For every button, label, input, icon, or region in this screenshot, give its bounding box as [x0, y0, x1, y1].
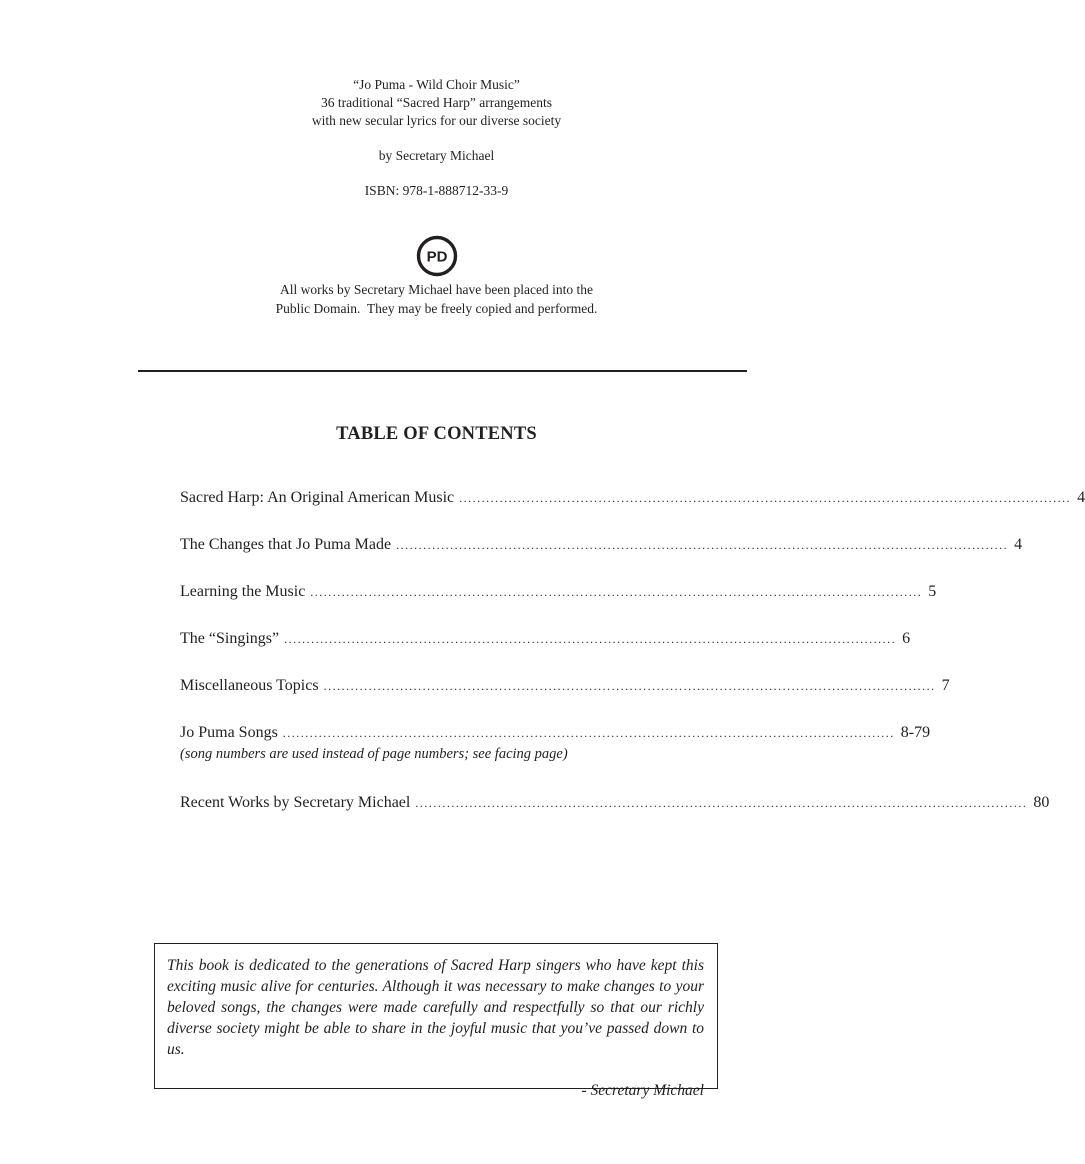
toc-entry-label: Recent Works by Secretary Michael — [180, 794, 411, 811]
book-subtitle: 36 traditional “Sacred Harp” arrangements — [321, 95, 552, 110]
toc-leader-dots: ........................................................................................................................................ — [310, 585, 923, 599]
pd-note-line-1: All works by Secretary Michael have been placed into the — [279, 282, 593, 297]
toc-entry-label: Miscellaneous Topics — [180, 677, 319, 694]
toc-entry-label: Sacred Harp: An Original American Music — [180, 489, 455, 506]
toc-entry-label: The Changes that Jo Puma Made — [180, 536, 392, 553]
toc-entry — [180, 580, 937, 627]
toc-entry — [180, 791, 1050, 838]
toc-entry-page: 8-79 — [900, 724, 931, 741]
toc-entry-page: 4 — [1077, 489, 1085, 506]
title-block — [0, 76, 873, 200]
dedication-signature: - Secretary Michael — [581, 1082, 704, 1099]
toc-entry-page: 5 — [928, 583, 937, 600]
isbn: ISBN: 978-1-888712-33-9 — [364, 183, 509, 198]
toc-leader-dots: ........................................................................................................................................ — [415, 796, 1028, 810]
toc-leader-dots: ........................................................................................................................................ — [284, 632, 897, 646]
toc-entry-page: 7 — [941, 677, 950, 694]
toc-entry-label: The “Singings” — [180, 630, 280, 647]
toc-entry-page: 6 — [902, 630, 911, 647]
toc-leader-dots: ........................................................................................................................................ — [396, 538, 1009, 552]
toc-entry — [180, 674, 950, 721]
toc-entry — [180, 627, 911, 674]
book-subtitle-2: with new secular lyrics for our diverse society — [311, 113, 562, 128]
toc-entry-page: 80 — [1033, 794, 1050, 811]
toc-entry — [180, 486, 1085, 533]
toc-entry-note: (song numbers are used instead of page numbers; see facing page) — [180, 746, 568, 762]
dedication-text: This book is dedicated to the generations of Sacred Harp singers who have kept this exciting music alive for centuries. Although it was necessary to make changes to your beloved songs, the changes were made carefully and respectfully so that our richly diverse society might be able to share in the joyful music that you’ve passed down to us. — [167, 957, 704, 1058]
toc-entry — [180, 533, 1023, 580]
table-of-contents — [180, 486, 1085, 838]
toc-entry-page: 4 — [1014, 536, 1023, 553]
pd-note-line-2: Public Domain. They may be freely copied and performed. — [275, 300, 598, 316]
toc-leader-dots: ........................................................................................................................................ — [323, 679, 936, 693]
toc-leader-dots: ........................................................................................................................................ — [459, 491, 1072, 505]
toc-heading: TABLE OF CONTENTS — [336, 424, 537, 444]
book-title: “Jo Puma - Wild Choir Music” — [353, 77, 520, 92]
pd-badge-text: PD — [426, 248, 448, 266]
public-domain-note — [0, 281, 873, 318]
dedication-box — [154, 943, 718, 1099]
toc-entry-label: Learning the Music — [180, 583, 306, 600]
byline: by Secretary Michael — [378, 148, 495, 163]
public-domain-icon — [416, 235, 458, 277]
toc-leader-dots: ........................................................................................................................................ — [282, 726, 895, 740]
toc-entry-label: Jo Puma Songs — [180, 724, 278, 741]
horizontal-divider — [138, 370, 747, 372]
toc-entry — [180, 721, 931, 791]
